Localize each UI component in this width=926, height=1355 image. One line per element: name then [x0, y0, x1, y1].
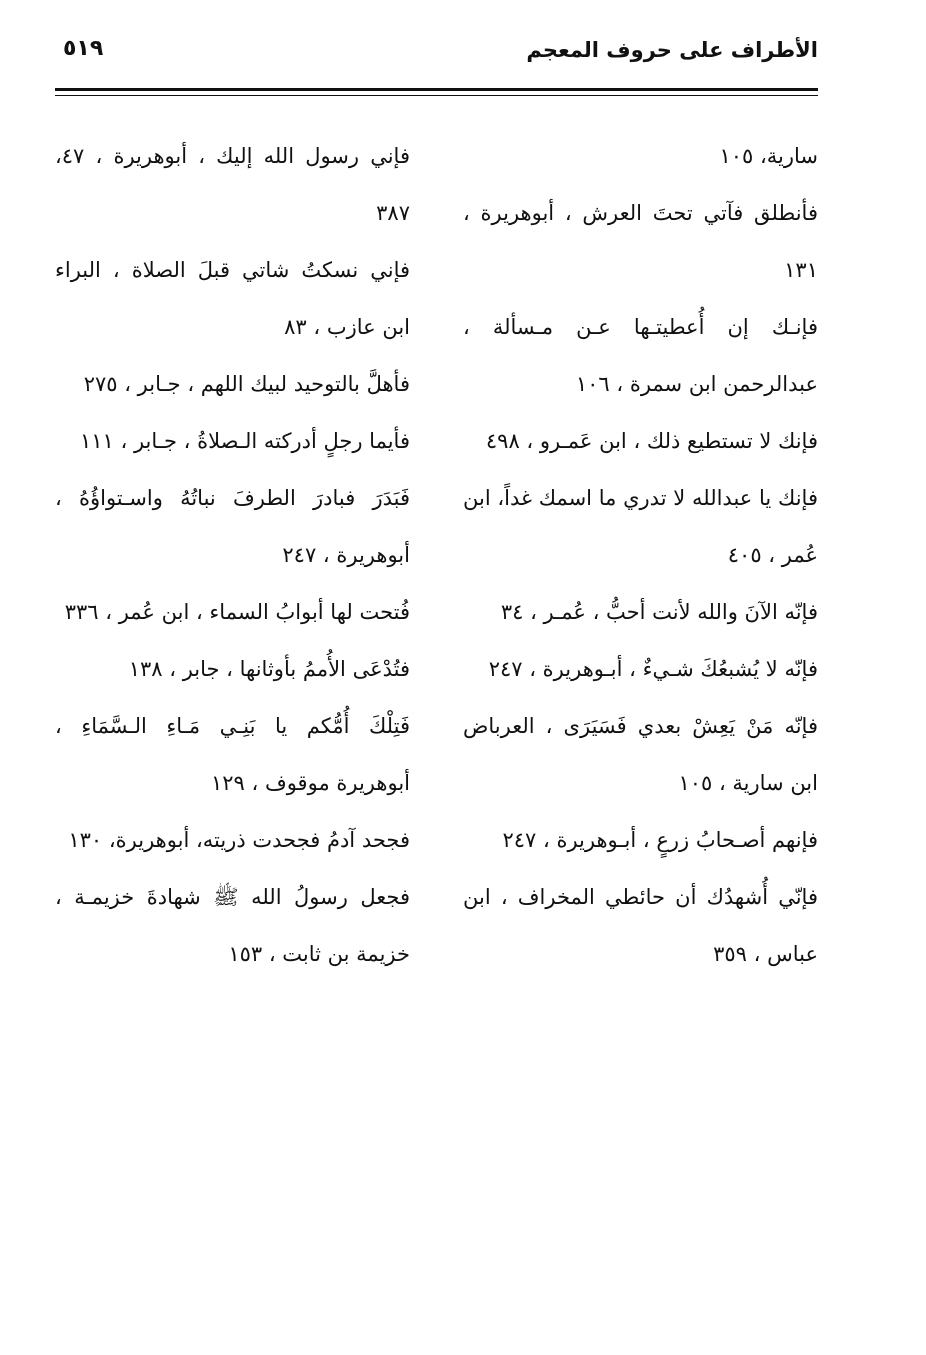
index-entry: فتُدْعَى الأُممُ بأوثانها ، جابر ، ١٣٨ [128, 657, 410, 681]
index-entry: فجحد آدمُ فجحدت ذريته، أبوهريرة، ١٣٠ [68, 828, 410, 852]
index-entry: فإنهم أصـحابُ زرعٍ ، أبـوهريرة ، ٢٤٧ [502, 828, 818, 852]
index-entry: فأهلَّ بالتوحيد لبيك اللهم ، جـابر ، ٢٧٥ [83, 372, 410, 396]
index-entry: فأيما رجلٍ أدركته الـصلاةُ ، جـابر ، ١١١ [80, 429, 410, 453]
header-rule-thin [55, 95, 818, 96]
index-entry: فَبَدَرَ فبادرَ الطرفَ نباتُهُ واسـتواؤُهُ ، أبوهريرة ، ٢٤٧ [55, 486, 410, 567]
running-title: الأطراف على حروف المعجم [526, 38, 818, 62]
index-entry: فإنّه لا يُشبعُكَ شـيءٌ ، أبـوهريرة ، ٢٤٧ [488, 657, 818, 681]
index-entry: فإنك يا عبدالله لا تدري ما اسمك غداً، ابن عُمر ، ٤٠٥ [463, 486, 818, 567]
index-entry: فإنّه الآنَ والله لأنت أحبُّ ، عُمـر ، ٣٤ [500, 600, 818, 624]
index-entry: فجعل رسولُ الله ﷺ شهادةَ خزيمـة ، خزيمة بن ثابت ، ١٥٣ [55, 885, 410, 966]
right-column [463, 128, 818, 983]
index-entry: فإني رسول الله إليك ، أبوهريرة ، ٤٧، ٣٨٧ [55, 144, 410, 225]
header-rule-thick [55, 88, 818, 91]
index-entry: فأنطلق فآتي تحتَ العرش ، أبوهريرة ، ١٣١ [463, 201, 818, 282]
index-entry: فإنك لا تستطيع ذلك ، ابن عَمـرو ، ٤٩٨ [485, 429, 818, 453]
index-entry: فإنّي أُشهدُك أن حائطي المخراف ، ابن عباس ، ٣٥٩ [463, 885, 818, 966]
index-entry: فإني نسكتُ شاتي قبلَ الصلاة ، البراء ابن عازب ، ٨٣ [55, 258, 410, 339]
page-number: ٥١٩ [63, 36, 104, 61]
page-header [55, 30, 818, 80]
index-entry: فإنّه مَنْ يَعِشْ بعدي فَسَيَرَى ، العرباض ابن سارية ، ١٠٥ [463, 714, 818, 795]
index-entry: فُتحت لها أبوابُ السماء ، ابن عُمر ، ٣٣٦ [64, 600, 410, 624]
index-entry: فإنـك إن أُعطيتـها عـن مـسألة ، عبدالرحمن ابن سمرة ، ١٠٦ [463, 315, 818, 396]
index-entry: سارية، ١٠٥ [719, 144, 818, 168]
index-entry: فَتِلْكَ أُمُّكم يا بَنِـي مَـاءِ الـسَّمَاءِ ، أبوهريرة موقوف ، ١٢٩ [55, 714, 410, 795]
left-column [55, 128, 410, 983]
